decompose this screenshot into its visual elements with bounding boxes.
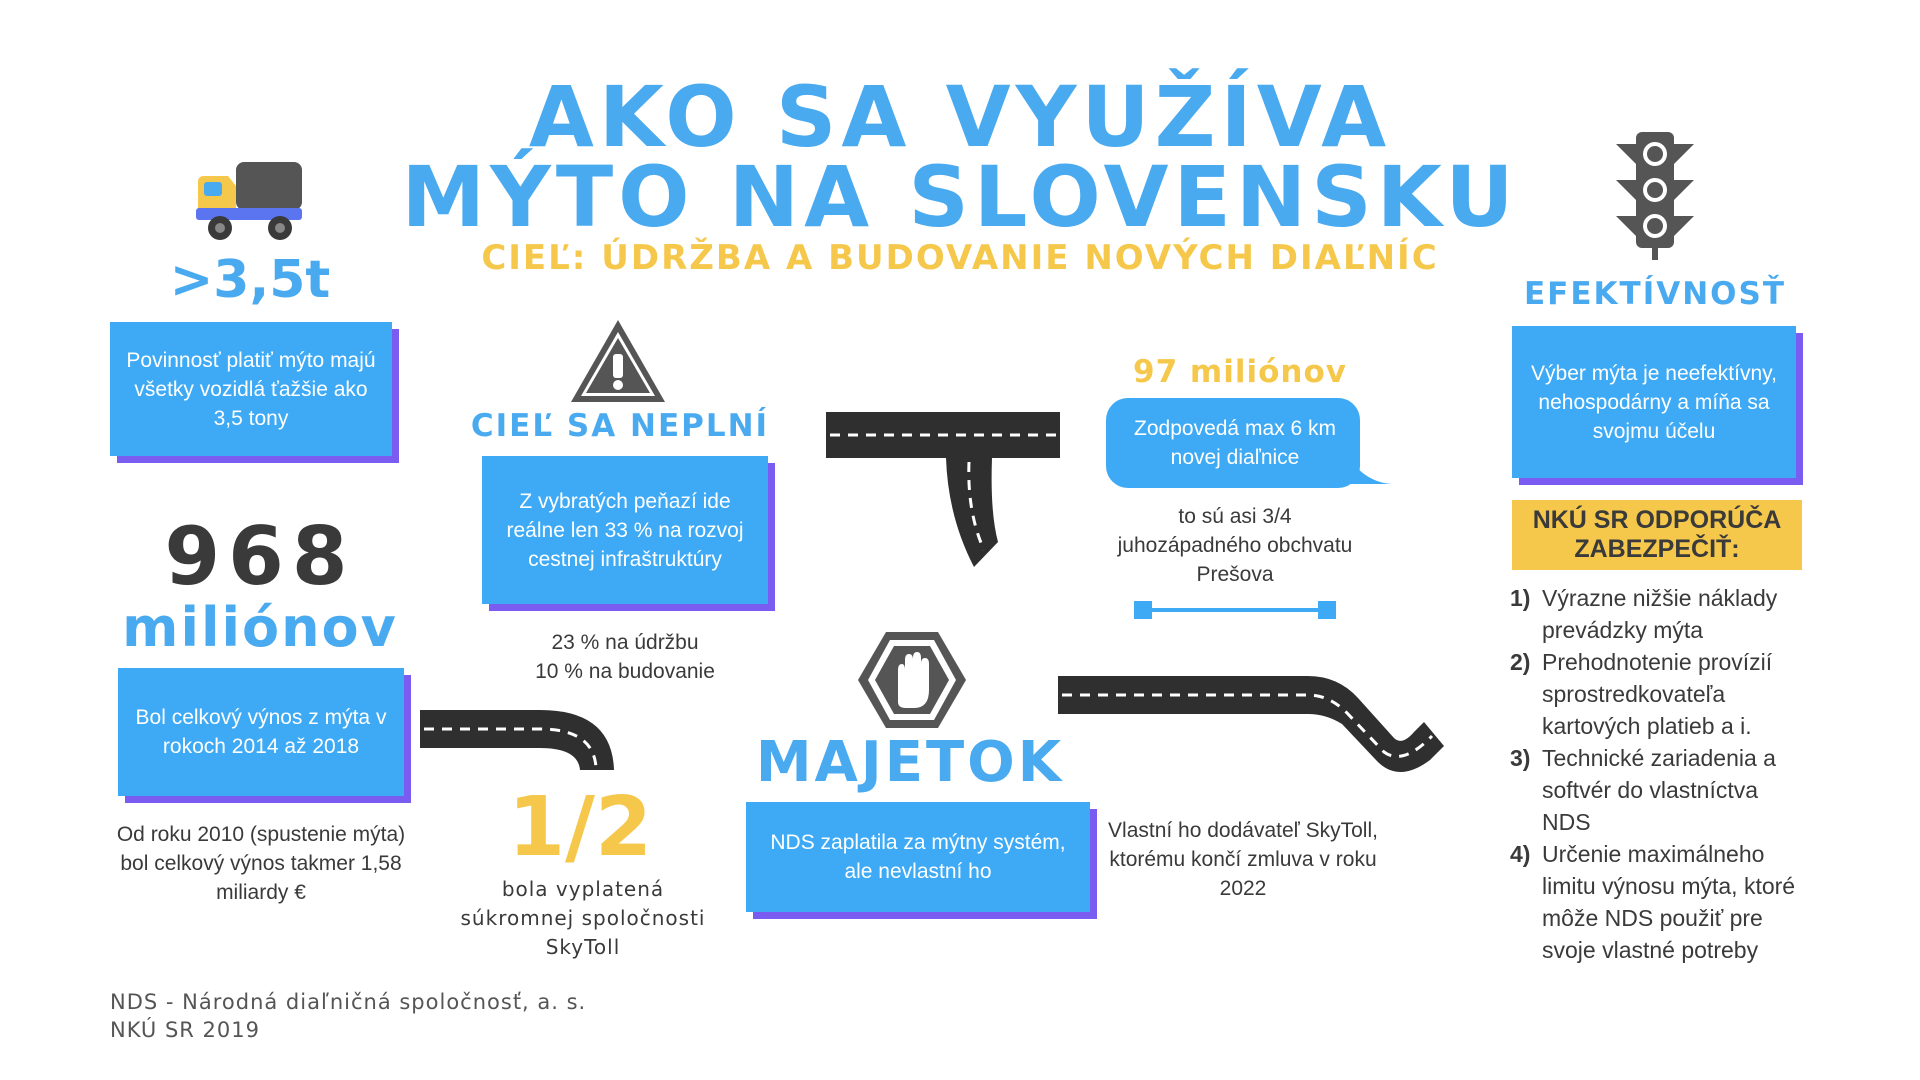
footer-year: NKÚ SR 2019 — [110, 1018, 261, 1042]
property-heading: MAJETOK — [755, 730, 1065, 795]
road-curve-right — [1058, 674, 1448, 784]
half-text: bola vyplatená súkromnej spoločnosti SkyToll — [460, 877, 706, 959]
goal-card: Z vybratých peňazí ide reálne len 33 % na rozvoj cestnej infraštruktúry — [482, 456, 768, 604]
list-item-number: 1) — [1510, 585, 1531, 611]
page-title-line2: MÝTO NA SLOVENSKU — [401, 148, 1519, 246]
page-subtitle: CIEĽ: ÚDRŽBA A BUDOVANIE NOVÝCH DIAĽNÍC — [481, 238, 1439, 278]
truck-card: Povinnosť platiť mýto majú všetky vozidlá ťažšie ako 3,5 tony — [110, 322, 392, 456]
list-item-text: Technické zariadenia a softvér do vlastníctva NDS — [1542, 745, 1776, 835]
list-item-number: 3) — [1510, 745, 1531, 771]
distance-ruler-icon — [1134, 598, 1336, 626]
revenue-unit: miliónov — [122, 596, 398, 659]
list-item-number: 2) — [1510, 649, 1531, 675]
truck-weight: >3,5t — [169, 250, 331, 310]
goal-note-budovanie: 10 % na budovanie — [535, 660, 715, 683]
list-item — [1510, 742, 1810, 838]
list-item — [1510, 646, 1810, 742]
half-value: 1/2 — [507, 780, 653, 875]
revenue-card: Bol celkový výnos z mýta v rokoch 2014 až 2018 — [118, 668, 404, 796]
efficiency-card: Výber mýta je neefektívny, nehospodárny a míňa sa svojmu účelu — [1512, 326, 1796, 478]
recommend-banner: NKÚ SR ODPORÚČA ZABEZPEČIŤ: — [1512, 500, 1802, 570]
millions97-heading: 97 miliónov — [1133, 354, 1347, 390]
efficiency-heading: EFEKTÍVNOSŤ — [1524, 276, 1786, 312]
millions97-bubble: Zodpovedá max 6 km novej diaľnice — [1134, 417, 1336, 469]
list-item-text: Určenie maximálneho limitu výnosu mýta, ktoré môže NDS použiť pre svoje vlastné potreby — [1542, 841, 1796, 963]
footer-source: NDS - Národná diaľničná spoločnosť, a. s. — [110, 990, 587, 1014]
millions97-note: to sú asi 3/4 juhozápadného obchvatu Prešova — [1117, 505, 1353, 586]
page-title-line1: AKO SA VYUŽÍVA — [528, 68, 1392, 166]
road-curve-left — [420, 708, 620, 776]
property-note: Vlastní ho dodávateľ SkyToll, ktorému končí zmluva v roku 2022 — [1108, 819, 1378, 900]
list-item — [1510, 582, 1810, 646]
list-item — [1510, 838, 1810, 966]
list-item-text: Výrazne nižšie náklady prevádzky mýta — [1542, 585, 1778, 643]
traffic-light-icon — [1612, 130, 1698, 264]
revenue-note: Od roku 2010 (spustenie mýta) bol celkový výnos takmer 1,58 miliardy € — [116, 823, 406, 904]
list-item-number: 4) — [1510, 841, 1531, 867]
list-item-text: Prehodnotenie provízií sprostredkovateľa kartových platieb a i. — [1542, 649, 1773, 739]
recommend-list — [1510, 582, 1810, 966]
road-t-junction — [826, 412, 1066, 586]
truck-icon — [192, 160, 304, 246]
warning-icon — [567, 316, 669, 410]
goal-note-udrzba: 23 % na údržbu — [551, 631, 699, 654]
goal-heading: CIEĽ SA NEPLNÍ — [470, 408, 770, 444]
stop-hand-icon — [856, 630, 968, 734]
property-card: NDS zaplatila za mýtny systém, ale nevlastní ho — [746, 802, 1090, 912]
revenue-number: 968 — [164, 510, 356, 603]
